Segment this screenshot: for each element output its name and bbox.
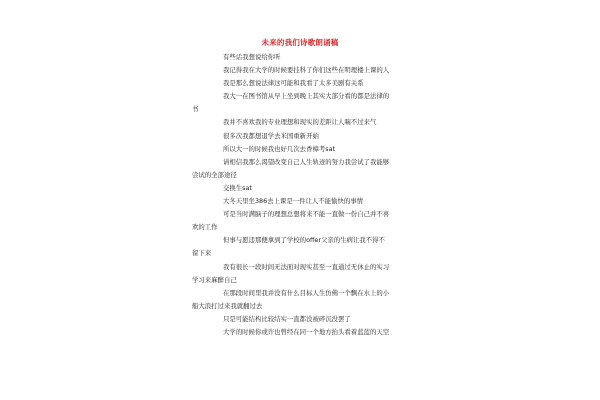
poem-line: 我大一在图书馆从早上坐到晚上其实大部分看的都是法律的: [223, 92, 390, 101]
poem-line: 大冬天里坐386去上课是一件让人不能愉快的事情: [223, 197, 364, 206]
poem-line: 可是当时满脑子的理想总想将来不能一直做一份自己并不喜: [223, 210, 390, 219]
poem-line: 很多次我都想退学去米国重新开始: [223, 131, 319, 140]
poem-line: 所以大一的时候我也好几次去香樟考sat: [223, 144, 336, 153]
document-title: 未来的我们诗歌朗诵稿: [261, 38, 339, 47]
poem-line: 但事与愿违那便拿到了学校的offer父亲的生病让我不得不: [223, 236, 385, 245]
poem-line: 请相信我那么渴望改变自己人生轨迹的努力我尝试了我能够: [223, 157, 390, 166]
poem-line-continuation: 尝试的全部途径: [192, 170, 237, 179]
poem-line-continuation: 留下来: [192, 249, 212, 258]
poem-line-continuation: 学习来麻醉自己: [192, 275, 237, 284]
poem-line: 我是那么想说法律这可能和我看了太多美剧有关系: [223, 79, 364, 88]
poem-line: 我有很长一段时间无法面对现实甚至一直通过无休止的实习: [223, 262, 390, 271]
poem-line: 有些话我想说给你听: [223, 53, 281, 61]
poem-line: 我记得我在大学的时候要挂科了你们这些在明理楼上课的人: [223, 66, 390, 75]
poem-line-continuation: 船大浪打过来我就翻过去: [192, 301, 263, 310]
poem-line-continuation: 书: [192, 105, 199, 114]
poem-line: 大学的时候你或许也曾经在同一个地方抬头看着蓝蓝的天空: [223, 327, 390, 336]
poem-line: 我并不喜欢我的专业理想和现实的差距让人喘不过来气: [223, 118, 377, 127]
poem-body: [192, 51, 420, 339]
poem-line: 在那段时间里我并没有什么目标人生仿佛一个飘在水上的小: [223, 288, 390, 297]
poem-line: 只是可能结构比较结实一直都没被碎沉没罢了: [223, 314, 351, 323]
poem-line-continuation: 欢的工作: [192, 223, 218, 232]
poem-line: 交换生sat: [223, 183, 252, 192]
